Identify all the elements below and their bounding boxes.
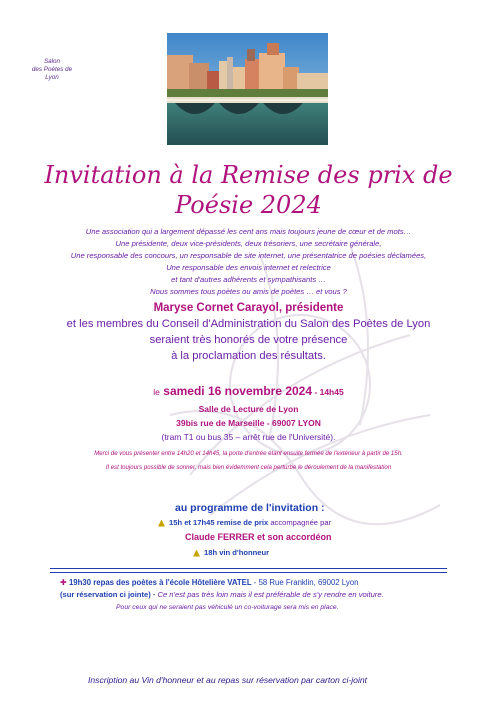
note-line: Il est toujours possible de sonner, mais bien évidemment cela perturbe le déroulement de la manifestation bbox=[105, 464, 392, 471]
host-line-2: seraient très honorés de votre présence bbox=[149, 334, 348, 346]
intro-line: Une responsable des concours, un responsable de site internet, une présentatrice de poésies déclamées, bbox=[70, 251, 427, 260]
lyon-bridge-photo bbox=[167, 33, 328, 145]
date-value: samedi 16 novembre 2024 bbox=[163, 384, 313, 398]
invitation-title bbox=[40, 160, 457, 220]
date-sep: - bbox=[312, 387, 320, 397]
program-item-awards-rest: accompagnée par bbox=[268, 518, 332, 527]
bullet-icon bbox=[158, 520, 165, 527]
org-line-2: des Poètes de bbox=[31, 66, 73, 73]
dinner-line bbox=[60, 578, 358, 587]
reservation-bold: (sur réservation ci jointe) bbox=[60, 590, 151, 599]
dinner-bullet-icon: ✚ bbox=[60, 578, 69, 587]
host-line-1: et les membres du Conseil d'Administration du Salon des Poètes de Lyon bbox=[66, 318, 431, 330]
host-block bbox=[30, 300, 467, 364]
separator-rule bbox=[50, 568, 447, 573]
org-line-3: Lyon bbox=[45, 74, 59, 81]
title-line-1: Invitation à la Remise des prix de bbox=[44, 161, 453, 189]
program-title-text: au programme de l'invitation bbox=[175, 502, 319, 514]
intro-line: Une responsable des envois internet et relectrice bbox=[166, 263, 331, 272]
carpool-note: Pour ceux qui ne seraient pas véhiculé un co-voiturage sera mis en place. bbox=[116, 604, 339, 611]
venue-access: (tram T1 ou bus 35 – arrêt rue de l'Université). bbox=[161, 432, 336, 442]
program-item-awards bbox=[158, 518, 331, 527]
organization-logo-text bbox=[28, 58, 76, 82]
event-time: 14h45 bbox=[319, 387, 344, 397]
host-name: Maryse Cornet Carayol, présidente bbox=[153, 302, 344, 314]
program-item-awards-time: 15h et 17h45 remise de prix bbox=[169, 518, 269, 527]
title-line-2: Poésie 2024 bbox=[175, 191, 322, 219]
host-line-3: à la proclamation des résultats. bbox=[171, 350, 326, 362]
dinner-text: 19h30 repas des poètes à l'école Hôtelière VATEL bbox=[68, 578, 252, 587]
date-prefix: le bbox=[153, 387, 160, 397]
intro-line: Nous sommes tous poètes ou amis de poètes … et vous ? bbox=[150, 287, 347, 296]
intro-line: Une présidente, deux vice-présidents, deux trésoriers, une secrétaire générale, bbox=[115, 239, 382, 248]
footer-note: Inscription au Vin d'honneur et au repas sur réservation par carton ci-joint bbox=[88, 675, 368, 685]
org-line-1: Salon bbox=[43, 58, 61, 65]
program-item-wine bbox=[193, 548, 269, 557]
lyon-bridge-illustration bbox=[167, 33, 328, 145]
intro-paragraph bbox=[50, 226, 447, 298]
reservation-line bbox=[60, 590, 384, 599]
reservation-note: Ce n'est pas très loin mais il est préférable de s'y rendre en voiture. bbox=[157, 590, 384, 599]
intro-line: et tant d'autres adhérents et sympathisants … bbox=[171, 275, 326, 284]
program-title bbox=[175, 502, 375, 514]
program-item-wine-text: 18h vin d'honneur bbox=[204, 548, 270, 557]
program-item-accordion: Claude FERRER et son accordéon bbox=[185, 532, 332, 542]
venue-address: 39bis rue de Marseille - 69007 LYON bbox=[176, 418, 321, 428]
venue-name: Salle de Lecture de Lyon bbox=[198, 404, 299, 414]
intro-line: Une association qui a largement dépassé les cent ans mais toujours jeune de cœur et de mots… bbox=[85, 227, 412, 236]
program-title-suffix: : bbox=[318, 502, 325, 514]
reservation-sep: - bbox=[150, 590, 158, 599]
venue-block bbox=[30, 402, 467, 444]
note-line: Merci de vous présenter entre 14h20 et 14h45, la porte d'entrée étant ensuite fermée de l'extérieur à partir de 15h. bbox=[94, 450, 403, 457]
event-date bbox=[30, 384, 467, 398]
dinner-address: - 58 Rue Franklin, 69002 Lyon bbox=[251, 578, 359, 587]
arrival-notes bbox=[30, 447, 467, 475]
bullet-icon bbox=[193, 550, 200, 557]
